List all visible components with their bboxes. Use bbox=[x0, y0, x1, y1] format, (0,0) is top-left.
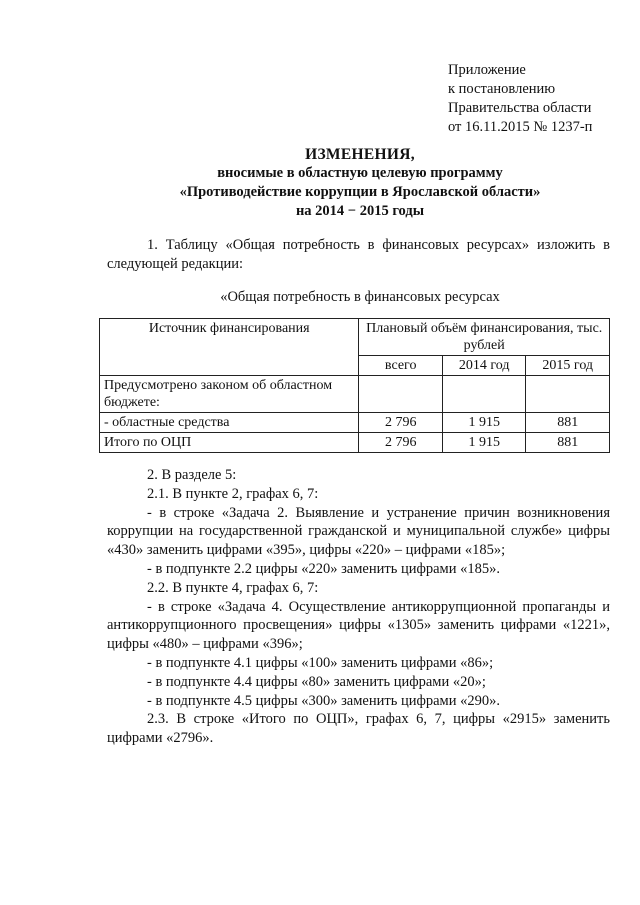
appendix-line: Приложение bbox=[448, 62, 526, 78]
subheader-2015: 2015 год bbox=[526, 356, 610, 376]
table-row bbox=[100, 413, 610, 433]
body-paragraph: - в подпункте 4.1 цифры «100» заменить цифрами «86»; bbox=[147, 654, 494, 671]
heading-title: ИЗМЕНЕНИЯ, bbox=[305, 146, 415, 163]
row-value bbox=[359, 376, 443, 413]
header-source: Источник финансирования bbox=[100, 319, 359, 376]
body-paragraph: - в подпункте 4.4 цифры «80» заменить цифрами «20»; bbox=[147, 673, 486, 690]
row-value: 881 bbox=[526, 413, 610, 433]
table-caption: «Общая потребность в финансовых ресурсах bbox=[220, 289, 500, 305]
heading-line: на 2014 − 2015 годы bbox=[295, 203, 425, 219]
row-source: Итого по ОЦП bbox=[100, 433, 359, 453]
body-paragraph: 2.3. В строке «Итого по ОЦП», графах 6, 7, цифры «2915» заменить цифрами «2796». bbox=[107, 711, 610, 747]
row-value: 881 bbox=[526, 433, 610, 453]
body-paragraph: 2.2. В пункте 4, графах 6, 7: bbox=[147, 579, 319, 596]
changes-body bbox=[107, 466, 610, 748]
body-paragraph: - в подпункте 4.5 цифры «300» заменить цифрами «290». bbox=[147, 692, 500, 709]
appendix-line: к постановлению bbox=[448, 81, 556, 97]
row-source: Предусмотрено законом об областном бюджете: bbox=[100, 376, 359, 413]
table-row bbox=[100, 433, 610, 453]
row-source: - областные средства bbox=[100, 413, 359, 433]
body-paragraph: - в строке «Задача 4. Осуществление антикоррупционной пропаганды и антикоррупционного просвещения» цифры «1305» заменить цифрами «1221», цифры «480» – цифрами «396»; bbox=[107, 598, 610, 653]
appendix-note bbox=[448, 61, 628, 137]
financing-table bbox=[99, 318, 610, 453]
appendix-line: от 16.11.2015 № 1237-п bbox=[448, 119, 593, 135]
table-row bbox=[100, 376, 610, 413]
appendix-line: Правительства области bbox=[448, 100, 592, 116]
heading-line: «Противодействие коррупции в Ярославской области» bbox=[179, 184, 541, 200]
body-paragraph: - в строке «Задача 2. Выявление и устранение причин возникновения коррупции на государственной гражданской и муниципальной службе» цифры «430» заменить цифрами «395», цифры «220» – цифрами «185»; bbox=[107, 504, 610, 559]
row-value: 2 796 bbox=[359, 413, 443, 433]
header-plan: Плановый объём финансирования, тыс. рублей bbox=[359, 319, 610, 356]
body-paragraph: 2.1. В пункте 2, графах 6, 7: bbox=[147, 485, 319, 502]
row-value bbox=[442, 376, 526, 413]
subheader-2014: 2014 год bbox=[442, 356, 526, 376]
body-paragraph: - в подпункте 2.2 цифры «220» заменить цифрами «185». bbox=[147, 560, 500, 577]
table-header-row bbox=[100, 319, 610, 356]
body-paragraph: 2. В разделе 5: bbox=[147, 467, 237, 483]
heading-line: вносимые в областную целевую программу bbox=[217, 165, 503, 181]
document-heading bbox=[0, 145, 640, 221]
paragraph-1: 1. Таблицу «Общая потребность в финансовых ресурсах» изложить в следующей редакции: bbox=[107, 237, 610, 272]
row-value: 1 915 bbox=[442, 413, 526, 433]
row-value: 1 915 bbox=[442, 433, 526, 453]
row-value: 2 796 bbox=[359, 433, 443, 453]
subheader-total: всего bbox=[359, 356, 443, 376]
row-value bbox=[526, 376, 610, 413]
